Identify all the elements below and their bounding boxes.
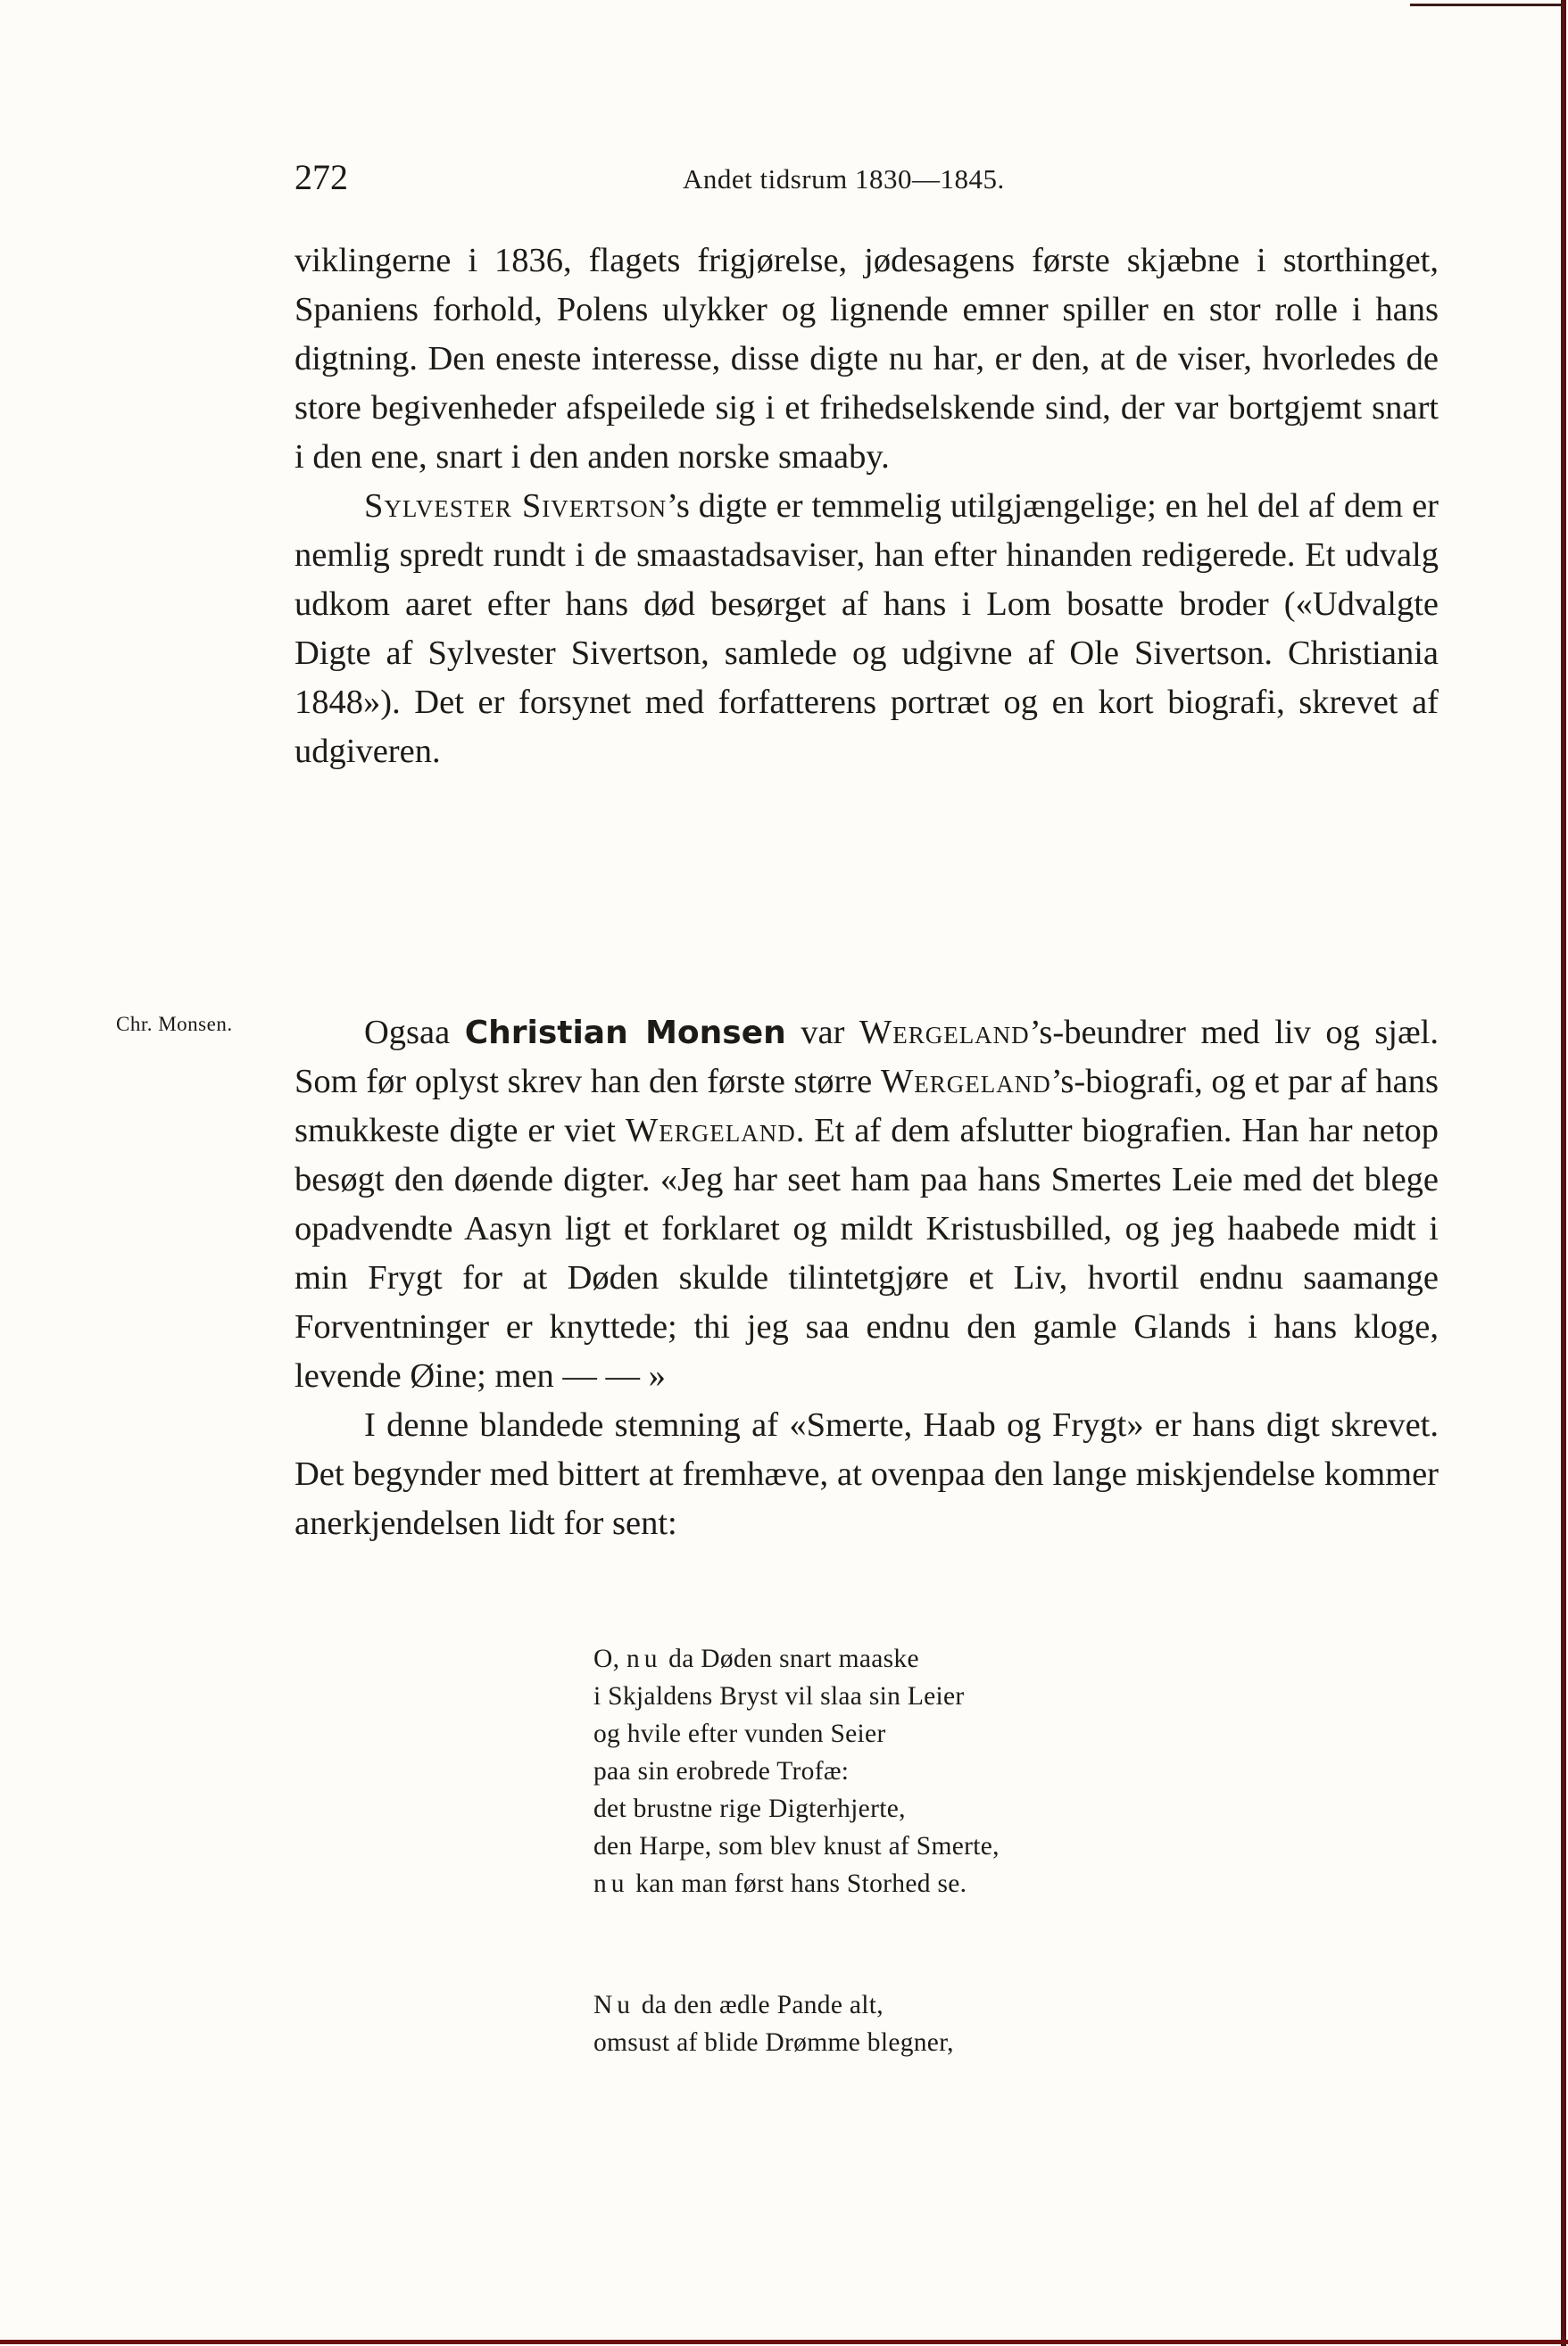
poem-line: det brustne rige Digterhjerte, xyxy=(593,1795,906,1823)
page-edge-bottom xyxy=(0,2340,1568,2344)
page-header xyxy=(295,156,1455,210)
paragraph-3-part-3: ’s-biografi, og et par af hans smukkeste digte er viet xyxy=(295,1063,1439,1149)
poem-line xyxy=(593,1865,1218,1902)
poem-line: og hvile efter vunden Seier xyxy=(593,1720,886,1748)
poem-line-rest: da den ædle Pande alt, xyxy=(635,1991,884,2019)
poem-line: den Harpe, som blev knust af Smerte, xyxy=(593,1832,1000,1861)
poem-line-rest: da Døden snart maaske xyxy=(661,1645,919,1673)
paragraph-2-text: ’s digte er temmelig utilgjængelige; en hel del af dem er nemlig spredt rundt i de smaastadsaviser, han efter hinanden redigerede. Et udvalg udkom aaret efter hans død besørget af hans i Lom bosatte broder («Udvalgte Digte af Sylvester Sivertson, samlede og udgivne af Ole Sivertson. Christiania 1848»). Det er forsynet med forfatterens portræt og en kort biografi, skrevet af udgiveren. xyxy=(295,487,1439,770)
author-name-sivertson: Sylvester Sivertson xyxy=(364,487,668,525)
paragraph-3-part-2: ’s-beundrer med liv og sjæl. Som før oplyst skrev han den første større xyxy=(295,1014,1439,1100)
name-wergeland-3: Wergeland xyxy=(625,1112,796,1149)
poem-line: omsust af blide Drømme blegner, xyxy=(593,2028,954,2057)
poem-line xyxy=(593,1640,1218,1678)
text-block-upper xyxy=(295,236,1439,776)
page-edge-top xyxy=(1410,4,1562,6)
poem-stanza-1 xyxy=(593,1640,1218,1902)
poem-spaced-word: nu xyxy=(626,1645,662,1673)
page-edge-right xyxy=(1561,0,1566,2346)
poem-line-rest: kan man først hans Storhed se. xyxy=(628,1869,967,1898)
page-number: 272 xyxy=(295,157,348,197)
margin-note: Chr. Monsen. xyxy=(116,1013,233,1035)
paragraph-3 xyxy=(295,1008,1439,1401)
author-name-monsen: Christian Monsen xyxy=(464,1015,786,1051)
poem-stanza-2 xyxy=(593,1986,1218,2061)
name-wergeland-1: Wergeland xyxy=(859,1014,1030,1051)
name-wergeland-2: Wergeland xyxy=(880,1063,1051,1100)
text-block-lower xyxy=(295,1008,1439,1548)
paragraph-4: I denne blandede stemning af «Smerte, Haab og Frygt» er hans digt skrevet. Det begynder med bittert at fremhæve, at ovenpaa den lange miskjendelse kommer anerkjendelsen lidt for sent: xyxy=(295,1406,1439,1542)
paragraph-2 xyxy=(295,482,1439,776)
poem-line: paa sin erobrede Trofæ: xyxy=(593,1757,850,1786)
poem-line xyxy=(593,1986,1218,2024)
paragraph-3-part-4: . Et af dem afslutter biografien. Han har netop besøgt den døende digter. «Jeg har seet ham paa hans Smertes Leie med det blege opadvendte Aasyn ligt et forklaret og mildt Kristusbilled, og jeg haabede midt i min Frygt for at Døden skulde tilintetgjøre et Liv, hvortil endnu saamange Forventninger er knyttede; thi jeg saa endnu den gamle Glands i hans kloge, levende Øine; men — — » xyxy=(295,1112,1439,1395)
paragraph-3-part-1: var xyxy=(785,1014,859,1051)
poem-line-lead: O, xyxy=(593,1645,626,1673)
paragraph-3-lead: Ogsaa xyxy=(364,1014,465,1051)
running-head: Andet tidsrum 1830—1845. xyxy=(683,163,1005,195)
poem-spaced-word: nu xyxy=(593,1869,629,1898)
paragraph-1: viklingerne i 1836, flagets frigjørelse, jødesagens første skjæbne i storthinget, Spaniens forhold, Polens ulykker og lignende emner spiller en stor rolle i hans digtning. Den eneste interesse, disse digte nu har, er den, at de viser, hvorledes de store begivenheder afspeilede sig i et frihedselskende sind, der var bortgjemt snart i den ene, snart i den anden norske smaaby. xyxy=(295,242,1439,476)
poem-spaced-word: Nu xyxy=(593,1991,635,2019)
poem-line: i Skjaldens Bryst vil slaa sin Leier xyxy=(593,1682,965,1711)
